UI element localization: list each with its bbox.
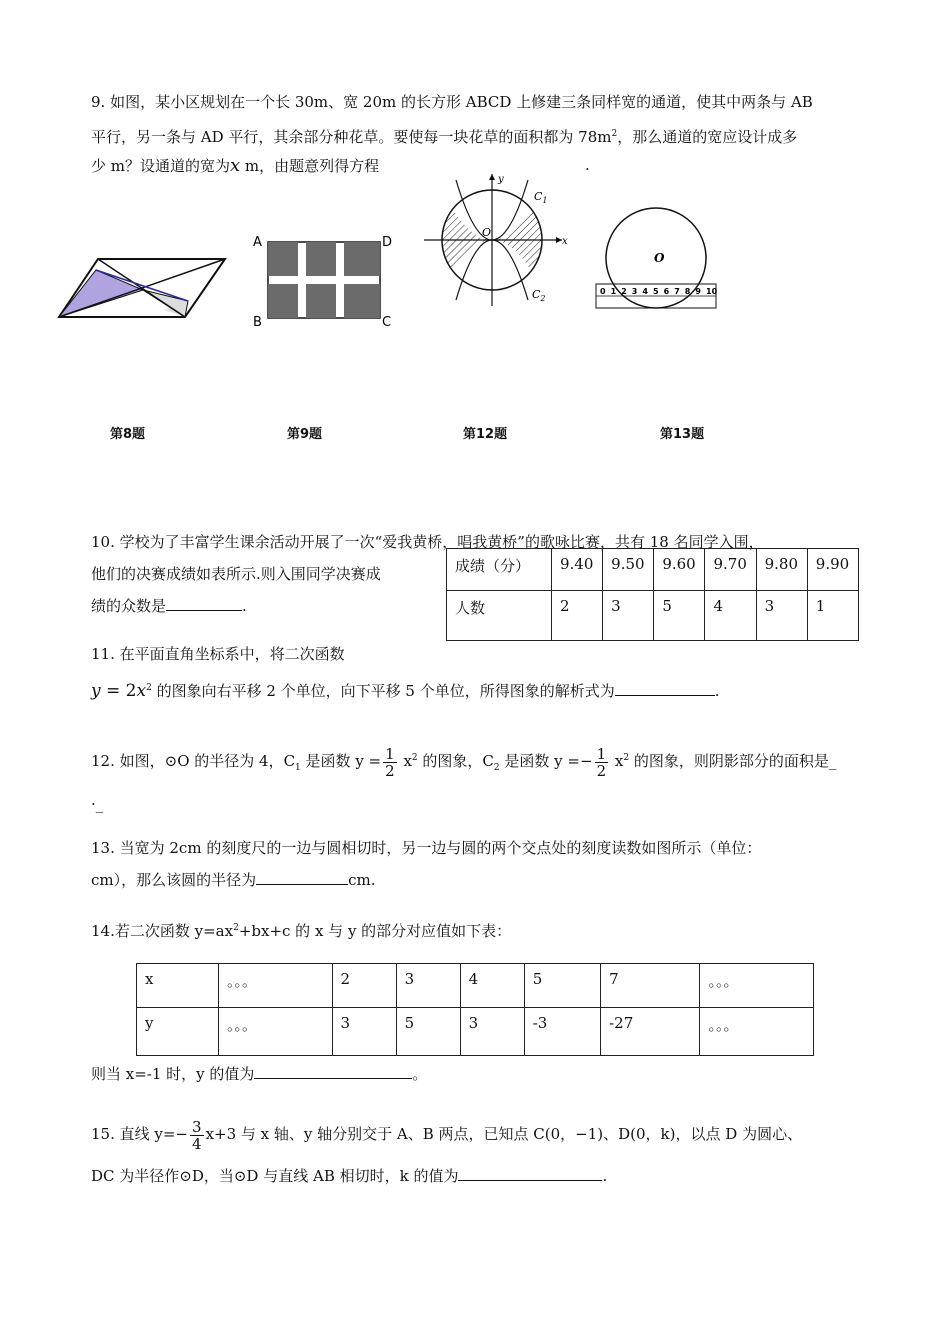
answer-blank bbox=[256, 870, 348, 885]
score-table bbox=[446, 548, 859, 641]
table-row: 成绩（分） 9.40 9.50 9.60 9.70 9.80 9.90 bbox=[447, 549, 859, 591]
caption-fig8: 第8题 bbox=[110, 427, 146, 442]
q14-line1: 14.若二次函数 $y=ax^2+bx+c$ 的 x 与 y 的部分对应值如下表： bbox=[91, 922, 512, 940]
ruler-tick-label: 7 bbox=[674, 287, 680, 296]
label-C: C bbox=[382, 315, 392, 330]
ruler-tick-label: 6 bbox=[663, 287, 670, 296]
origin-label: O bbox=[482, 226, 492, 239]
ruler-tick-label: 5 bbox=[653, 287, 659, 296]
q9-line1: 9. 如图，某小区规划在一个长 30m、宽 20m 的长方形 ABCD 上修建三条同样宽的通道，使其中两条与 AB bbox=[91, 93, 813, 111]
center-label: O bbox=[654, 251, 665, 265]
ruler-tick-label: 1 bbox=[610, 287, 617, 296]
q10-line1: 10. 学校为了丰富学生课余活动开展了一次“爱我黄桥，唱我黄桥”的歌咏比赛，共有 18 名同学入围， bbox=[91, 533, 764, 551]
figure-9-rectangle bbox=[248, 232, 398, 330]
figure-8-parallelogram bbox=[55, 255, 230, 325]
q10-line2: 他们的决赛成绩如表所示.则入围同学决赛成 bbox=[91, 565, 381, 583]
fraction-half: $\frac{1}{2}$ bbox=[385, 744, 395, 780]
q11-line2: $y = 2x^2$ 的图象向右平移 2 个单位，向下平移 5 个单位，所得图象的解析式为 . bbox=[91, 681, 720, 701]
table-row: 人数 2 3 5 4 3 1 bbox=[447, 591, 859, 641]
q14-after: 则当 x=-1 时，y 的值为 。 bbox=[91, 1065, 428, 1083]
caption-fig9: 第9题 bbox=[287, 427, 323, 442]
figure-13-circle-ruler bbox=[592, 200, 722, 315]
q9-line3: 少 m？设通道的宽为x m，由题意列得方程 bbox=[91, 155, 380, 176]
ruler-tick-label: 4 bbox=[642, 287, 648, 296]
caption-fig13: 第13题 bbox=[660, 427, 705, 442]
label-A: A bbox=[253, 235, 262, 250]
q11-line1: 11. 在平面直角坐标系中，将二次函数 bbox=[91, 645, 345, 663]
c2-label: $C_2$ bbox=[532, 288, 546, 303]
q10-line3: 绩的众数是 . bbox=[91, 597, 247, 615]
q12-line2: ·_ bbox=[91, 795, 104, 813]
ruler-tick-label: 9 bbox=[695, 287, 701, 296]
label-B: B bbox=[253, 315, 262, 330]
q15-line1: 15. 直线 y=− $\frac{3}{4}$ x+3 与 x 轴、y 轴分别交于 A、B 两点，已知点 C(0，−1)、D(0，k)，以点 D 为圆心、 bbox=[91, 1117, 803, 1153]
variable-x: x bbox=[230, 155, 241, 176]
q12-line1: 12. 如图，⊙O 的半径为 4，$C_1$ 是函数 y = $\frac{1}{2}$ $x^2$ 的图象，$C_2$ 是函数 y =− $\frac{1}{2}$ $x^2$ 的图象，则阴影部分的面积是_ bbox=[91, 744, 837, 780]
table-row: y 。。。 3 5 3 -3 -27 。。。 bbox=[137, 1008, 814, 1056]
figure-12-circle-parabolas bbox=[420, 170, 570, 310]
answer-blank bbox=[166, 596, 242, 611]
fraction-half: $\frac{1}{2}$ bbox=[596, 744, 607, 780]
q9-period: . bbox=[585, 156, 590, 174]
ruler-tick-label: 10 bbox=[706, 287, 718, 296]
ruler-tick-label: 2 bbox=[621, 287, 627, 296]
label-D: D bbox=[382, 235, 393, 250]
q15-line2: DC 为半径作⊙D，当⊙D 与直线 AB 相切时，k 的值为 . bbox=[91, 1167, 608, 1185]
ruler-tick-label: 3 bbox=[631, 287, 638, 296]
answer-blank bbox=[458, 1166, 602, 1181]
q13-line1: 13. 当宽为 2cm 的刻度尺的一边与圆相切时，另一边与圆的两个交点处的刻度读数如图所示（单位： bbox=[91, 839, 762, 857]
axis-y-label: y bbox=[498, 174, 504, 185]
answer-blank bbox=[254, 1064, 412, 1079]
axis-x-label: x bbox=[562, 236, 568, 247]
ruler-tick-label: 0 bbox=[600, 287, 606, 296]
q13-line2: cm），那么该圆的半径为 cm. bbox=[91, 871, 376, 889]
caption-fig12: 第12题 bbox=[463, 427, 508, 442]
c1-label: $C_1$ bbox=[534, 190, 548, 205]
answer-blank bbox=[615, 681, 715, 696]
q9-line2: 平行，另一条与 AD 平行，其余部分种花草。要使每一块花草的面积都为 $78m^2$，那么通道的宽应设计成多 bbox=[91, 128, 798, 146]
table-row: x 。。。 2 3 4 5 7 。。。 bbox=[137, 964, 814, 1008]
xy-table bbox=[136, 963, 814, 1056]
ruler-tick-label: 8 bbox=[684, 287, 691, 296]
fraction-three-quarters: $\frac{3}{4}$ bbox=[192, 1117, 202, 1153]
